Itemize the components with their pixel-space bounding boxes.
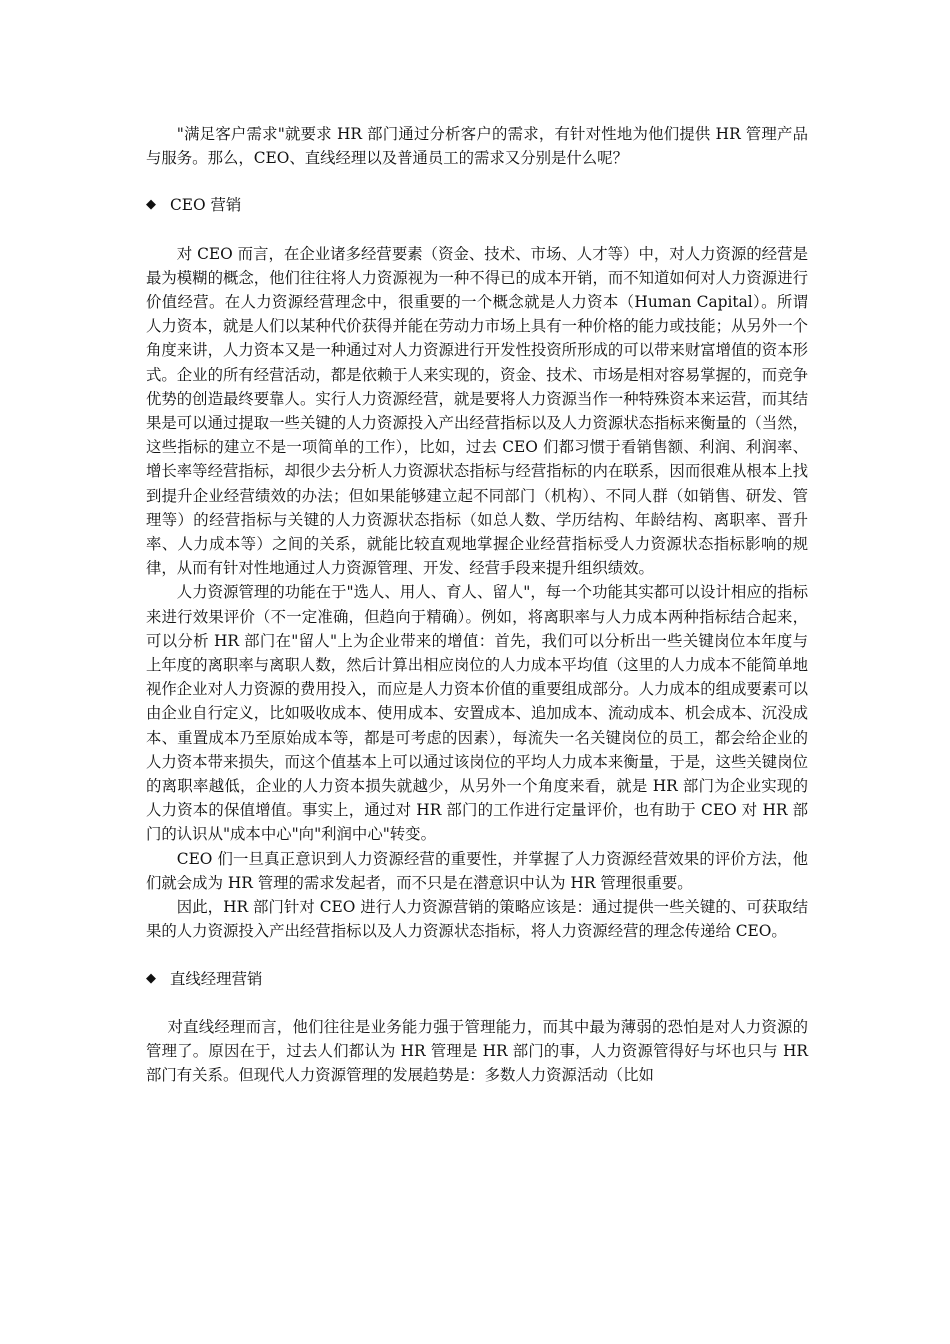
section-title-ceo: CEO 营销 [170,196,242,215]
manager-paragraph-1: 对直线经理而言，他们往往是业务能力强于管理能力，而其中最为薄弱的恐怕是对人力资源的管理了。原因在于，过去人们都认为 HR 管理是 HR 部门的事，人力资源管得好与坏也只与 HR 部门有关系。但现代人力资源管理的发展趋势是：多数人力资源活动（比如 [146,1017,808,1085]
ceo-paragraph-1: 对 CEO 而言，在企业诸多经营要素（资金、技术、市场、人才等）中，对人力资源的经营是最为模糊的概念，他们往往将人力资源视为一种不得已的成本开销，而不知道如何对人力资源进行价值经营。在人力资源经营理念中，很重要的一个概念就是人力资本（Human Capital）。所谓人力资本，就是人们以某种代价获得并能在劳动力市场上具有一种价格的能力或技能；从另外一个角度来讲，人力资本又是一种通过对人力资源进行开发性投资所形成的可以带来财富增值的资本形式。企业的所有经营活动，都是依赖于人来实现的，资金、技术、市场是相对容易掌握的，而竞争优势的创造最终要靠人。实行人力资源经营，就是要将人力资源当作一种特殊资本来运营，而其结果是可以通过提取一些关键的人力资源投入产出经营指标以及人力资源状态指标来衡量的（当然，这些指标的建立不是一项简单的工作），比如，过去 CEO 们都习惯于看销售额、利润、利润率、增长率等经营指标，却很少去分析人力资源状态指标与经营指标的内在联系，因而很难从根本上找到提升企业经营绩效的办法；但如果能够建立起不同部门（机构）、不同人群（如销售、研发、管理等）的经营指标与关键的人力资源状态指标（如总人数、学历结构、年龄结构、离职率、晋升率、人力成本等）之间的关系，就能比较直观地掌握企业经营指标受人力资源状态指标影响的规律，从而有针对性地通过人力资源管理、开发、经营手段来提升组织绩效。 [146,244,808,578]
document-page [146,122,808,1087]
section-heading-manager [146,967,808,991]
diamond-bullet-icon: ◆ [146,197,156,213]
diamond-bullet-icon: ◆ [146,970,156,986]
ceo-paragraph-2: 人力资源管理的功能在于"选人、用人、育人、留人"，每一个功能其实都可以设计相应的指标来进行效果评价（不一定准确，但趋向于精确）。例如，将离职率与人力成本两种指标结合起来，可以分析 HR 部门在"留人"上为企业带来的增值：首先，我们可以分析出一些关键岗位本年度与上年度的离职率与离职人数，然后计算出相应岗位的人力成本平均值（这里的人力成本不能简单地视作企业对人力资源的费用投入，而应是人力资本价值的重要组成部分。人力成本的组成要素可以由企业自行定义，比如吸收成本、使用成本、安置成本、追加成本、流动成本、机会成本、沉没成本、重置成本乃至原始成本等，都是可考虑的因素），每流失一名关键岗位的员工，都会给企业的人力资本带来损失，而这个值基本上可以通过该岗位的平均人力成本来衡量，于是，这些关键岗位的离职率越低，企业的人力资本损失就越少，从另外一个角度来看，就是 HR 部门为企业实现的人力资本的保值增值。事实上，通过对 HR 部门的工作进行定量评价，也有助于 CEO 对 HR 部门的认识从"成本中心"向"利润中心"转变。 [146,583,808,844]
section-heading-ceo [146,193,808,217]
spacer [146,944,808,967]
spacer [146,991,808,1015]
ceo-paragraph-4: 因此，HR 部门针对 CEO 进行人力资源营销的策略应该是：通过提供一些关键的、可获取结果的人力资源投入产出经营指标以及人力资源状态指标，将人力资源经营的理念传递给 CEO。 [146,898,808,941]
section-title-manager: 直线经理营销 [170,969,263,988]
spacer [146,218,808,242]
spacer [146,170,808,193]
ceo-paragraph-3: CEO 们一旦真正意识到人力资源经营的重要性，并掌握了人力资源经营效果的评价方法，他们就会成为 HR 管理的需求发起者，而不只是在潜意识中认为 HR 管理很重要。 [146,849,808,892]
intro-paragraph: "满足客户需求"就要求 HR 部门通过分析客户的需求，有针对性地为他们提供 HR 管理产品与服务。那么，CEO、直线经理以及普通员工的需求又分别是什么呢？ [146,125,808,168]
